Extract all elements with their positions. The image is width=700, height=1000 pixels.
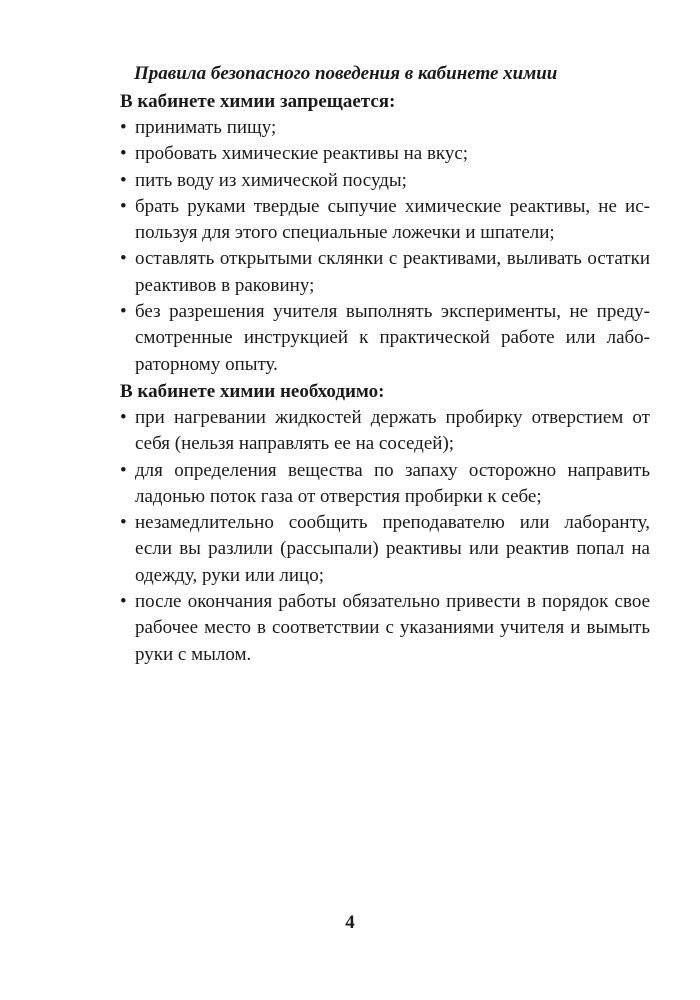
list-item-text: для определения вещества по запаху осторожно направить ладонью поток газа от отверстия пробирки к себе; xyxy=(135,459,650,507)
list-item-text: брать руками твердые сыпучие химические реактивы, не используя для этого специальные ложечки и шпатели; xyxy=(135,195,650,244)
bullet-icon: • xyxy=(120,591,127,613)
required-list xyxy=(120,405,650,668)
bullet-icon: • xyxy=(120,459,127,481)
bullet-icon: • xyxy=(120,117,127,138)
page-number: 4 xyxy=(345,912,355,933)
list-item-text: пить воду из химической посуды; xyxy=(135,169,407,191)
section-heading-prohibited: В кабинете химии запрещается: xyxy=(120,91,396,112)
list-item-text: после окончания работы обязательно привести в порядок свое рабочее место в соответствии с указаниями учителя и вымыть руки с мылом. xyxy=(135,591,650,665)
page-title: Правила безопасного поведения в кабинете химии xyxy=(134,63,558,84)
list-item-text: пробовать химические реактивы на вкус; xyxy=(135,143,469,165)
list-item xyxy=(120,194,650,247)
list-item xyxy=(120,589,650,668)
list-item xyxy=(120,115,650,141)
page-content xyxy=(120,60,650,668)
list-item xyxy=(120,458,650,511)
bullet-icon: • xyxy=(120,169,127,191)
list-item xyxy=(120,299,650,378)
list-item-text: оставлять открытыми склянки с реактивами, выливать остатки реактивов в раковину; xyxy=(135,248,650,296)
list-item xyxy=(120,246,650,299)
prohibited-list xyxy=(120,115,650,378)
bullet-icon: • xyxy=(120,248,127,270)
list-item xyxy=(120,405,650,458)
list-item-text: незамедлительно сообщить преподавателю или лаборанту, если вы разлили (рассыпали) реактивы или реактив попал на одежду, руки или лицо; xyxy=(135,512,650,586)
list-item xyxy=(120,510,650,589)
list-item xyxy=(120,168,650,194)
bullet-icon: • xyxy=(120,195,127,217)
list-item xyxy=(120,141,650,167)
list-item-text: при нагревании жидкостей держать пробирку отверстием от себя (нельзя направлять ее на соседей); xyxy=(135,406,650,455)
section-heading-required: В кабинете химии необходимо: xyxy=(120,380,385,402)
bullet-icon: • xyxy=(120,143,127,165)
list-item-text: принимать пищу; xyxy=(135,117,277,138)
bullet-icon: • xyxy=(120,406,127,428)
bullet-icon: • xyxy=(120,512,127,534)
list-item-text: без разрешения учителя выполнять эксперименты, не предусмотренные инструкцией к практической работе или лабораторному опыту. xyxy=(135,301,650,375)
bullet-icon: • xyxy=(120,301,127,323)
